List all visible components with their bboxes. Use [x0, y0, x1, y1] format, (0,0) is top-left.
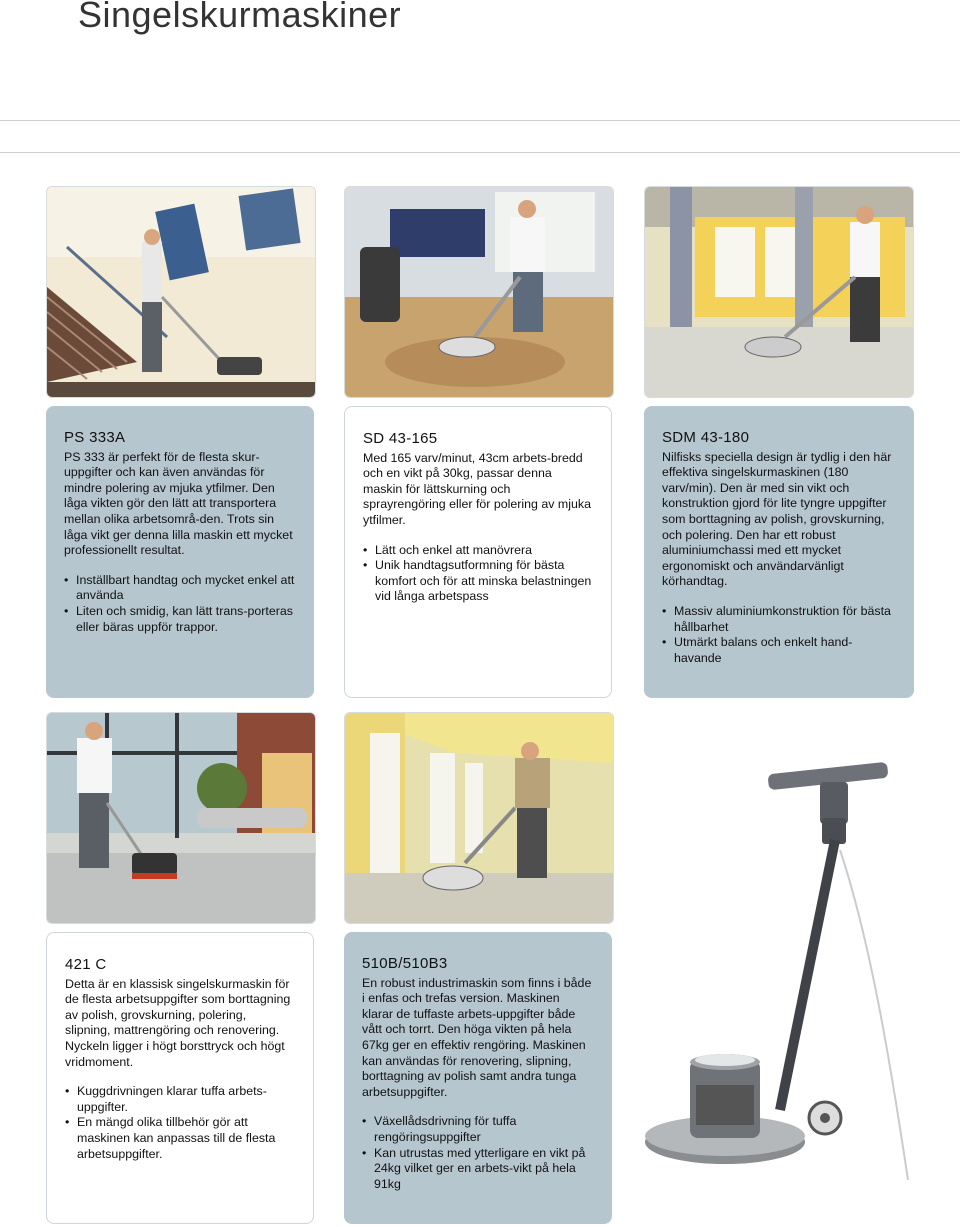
photo-sdm43180 [644, 186, 914, 398]
feature-list [65, 1084, 295, 1162]
feature-list [363, 543, 593, 605]
floor-machine-product-image [640, 760, 940, 1200]
photo-sd43165 [344, 186, 614, 398]
feature-item: • Kuggdrivningen klarar tuffa arbets-uppgifter. [65, 1084, 295, 1115]
product-name: SDM 43-180 [662, 429, 750, 446]
photo-ps333a [46, 186, 316, 398]
feature-item: • Utmärkt balans och enkelt hand-havande [662, 635, 896, 666]
header-rule-top [0, 120, 960, 121]
product-description: Detta är en klassisk singelskurmaskin för de flesta arbetsuppgifter som borttagning av polish, grovskurning, polering, slipning, mattrengöring och renovering. Nyckeln ligger i högt borsttryck och högt vridmoment. [65, 976, 291, 1069]
header-rule-bottom [0, 152, 960, 153]
feature-item: • Liten och smidig, kan lätt trans-porteras eller bäras uppför trappor. [64, 604, 296, 635]
feature-item: • Lätt och enkel att manövrera [363, 543, 593, 559]
photo-510b [344, 712, 614, 924]
card-510b [344, 932, 612, 1224]
card-421c [46, 932, 314, 1224]
feature-item: • Unik handtagsutformning för bästa komfort och för att minska belastningen vid långa arbetspass [363, 558, 593, 605]
feature-item: • Inställbart handtag och mycket enkel att använda [64, 573, 296, 604]
product-name: 421 C [65, 956, 107, 973]
product-description: Med 165 varv/minut, 43cm arbets-bredd och en vikt på 30kg, passar denna maskin för lättskurning och sprayrengöring eller för polering av mjuka ytfilmer. [363, 450, 591, 527]
page-title: Singelskurmaskiner [78, 0, 402, 35]
card-sd43165 [344, 406, 612, 698]
product-description: En robust industrimaskin som finns i både i enfas och trefas version. Maskinen klarar de tuffaste arbets-uppgifter både vått och torrt. Den höga vikten på hela 67kg ger en effektiv rengöring. Maskinen kan användas för renovering, slipning, borttagning av polish samt andra tunga arbetsuppgifter. [362, 975, 592, 1099]
product-description: Nilfisks speciella design är tydlig i den här effektiva singelskurmaskinen (180 varv/min). Den är med sin vikt och konstruktion gjord för lite tyngre uppgifter som borttagning av polish, grovskurning, och polering. Den har ett robust aluminiumchassi med ett mycket ergonomiskt och användarvänligt körhandtag. [662, 449, 892, 589]
feature-list [64, 573, 296, 635]
card-ps333a [46, 406, 314, 698]
product-name: PS 333A [64, 429, 126, 446]
feature-item: • Kan utrustas med ytterligare en vikt på 24kg vilket ger en arbets-vikt på hela 91kg [362, 1146, 594, 1193]
card-sdm43180 [644, 406, 914, 698]
feature-item: • Massiv aluminiumkonstruktion för bästa hållbarhet [662, 604, 896, 635]
feature-list [362, 1114, 594, 1192]
feature-item: • En mängd olika tillbehör gör att maskinen kan anpassas till de flesta arbetsuppgifter. [65, 1115, 295, 1162]
photo-421c [46, 712, 316, 924]
product-name: 510B/510B3 [362, 955, 448, 972]
product-name: SD 43-165 [363, 430, 438, 447]
product-description: PS 333 är perfekt för de flesta skur-uppgifter och kan även användas för mindre polering av mjuka ytfilmer. Den låga vikten gör den lätt att transportera mellan olika arbetsområ-den. Trots sin låga vikt ger denna lilla maskin ett mycket professionellt resultat. [64, 449, 293, 558]
feature-list [662, 604, 896, 666]
feature-item: • Växellådsdrivning för tuffa rengöringsuppgifter [362, 1114, 594, 1145]
